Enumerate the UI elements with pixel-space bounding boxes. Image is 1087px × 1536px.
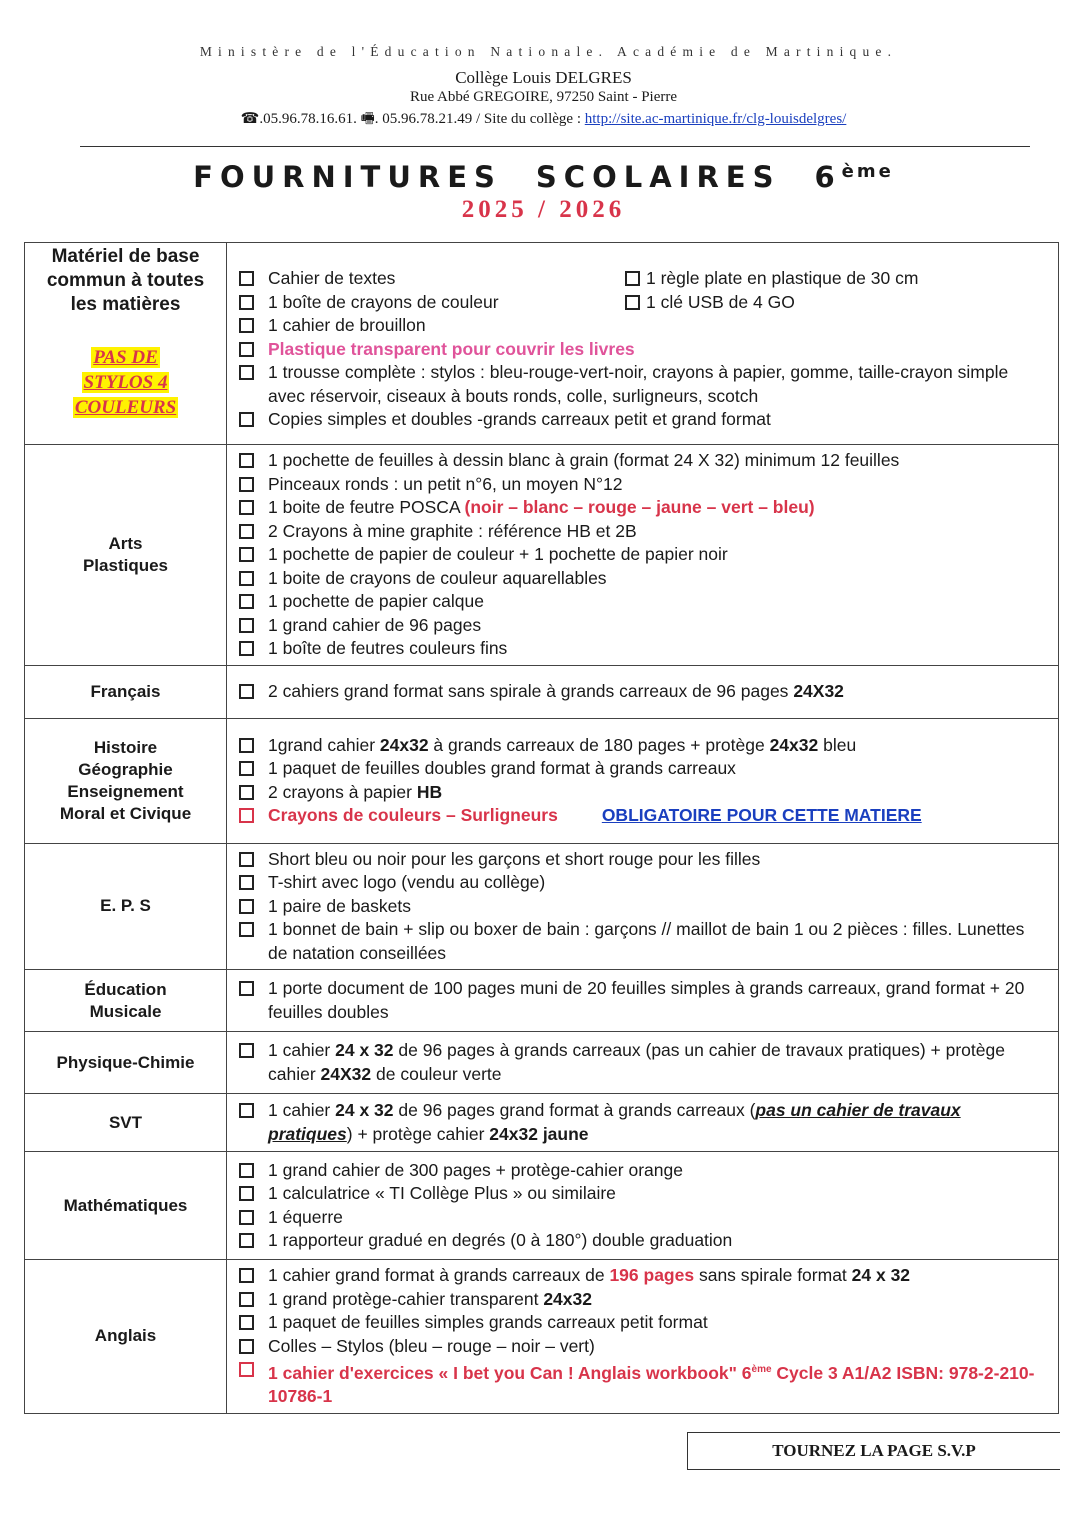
cover-plastic-item: Plastique transparent pour couvrir les livres xyxy=(268,338,635,359)
turn-page-notice: TOURNEZ LA PAGE S.V.P xyxy=(687,1432,1060,1470)
subject-eps: E. P. S xyxy=(25,843,227,970)
subject-musique: Éducation Musicale xyxy=(25,970,227,1032)
checkbox[interactable] xyxy=(239,295,254,310)
section-svt: SVT 1 cahier 24 x 32 de 96 pages grand format à grands carreaux (pas un cahier de travaux pratiques) + protège cahier 24x32 jaune xyxy=(25,1094,1059,1152)
section-arts: Arts Plastiques 1 pochette de feuilles à dessin blanc à grain (format 24 X 32) minimum 12 feuilles Pinceaux ronds : un petit n°6, un moyen N°12 1 boite de feutre POSCA (noir – blanc – rouge – jaune – vert – bleu) 2 Crayons à mine graphite : référence HB et 2B 1 pochette de papier de couleur + 1 pochette de papier noir 1 boite de crayons de couleur aquarellables 1 pochette de papier calque 1 grand cahier de 96 pages 1 boîte de feutres couleurs fins xyxy=(25,445,1059,666)
checkbox[interactable] xyxy=(239,1362,254,1377)
checkbox[interactable] xyxy=(239,1186,254,1201)
section-anglais: Anglais 1 cahier grand format à grands carreaux de 196 pages sans spirale format 24 x 32 1 grand protège-cahier transparent 24x32 1 paquet de feuilles simples grands carreaux petit format Colles – Stylos (bleu – rouge – noir – vert) 1 cahier d'exercices « I bet you Can ! Anglais workbook" 6ème Cycle 3 A1/A2 ISBN: 978-2-210-10786-1 xyxy=(25,1260,1059,1414)
fax-number: 🖷. 05.96.78.21.49 xyxy=(360,111,473,127)
title-part2: SCOLAIRES xyxy=(535,160,781,194)
college-name: Collège Louis DELGRES xyxy=(455,68,632,87)
checkbox[interactable] xyxy=(239,875,254,890)
checkbox[interactable] xyxy=(239,594,254,609)
section-musique: Éducation Musicale 1 porte document de 100 pages muni de 20 feuilles simples à grands carreaux, grand format + 20 feuilles doubles xyxy=(25,970,1059,1032)
checkbox[interactable] xyxy=(239,524,254,539)
checkbox[interactable] xyxy=(239,453,254,468)
checkbox[interactable] xyxy=(239,412,254,427)
grade-level: 6 xyxy=(814,160,842,194)
checkbox[interactable] xyxy=(239,785,254,800)
checkbox[interactable] xyxy=(239,1043,254,1058)
subject-francais: Français xyxy=(25,665,227,718)
checkbox[interactable] xyxy=(239,852,254,867)
subject-svt: SVT xyxy=(25,1094,227,1152)
checkbox[interactable] xyxy=(239,1233,254,1248)
checkbox[interactable] xyxy=(239,641,254,656)
checkbox[interactable] xyxy=(239,899,254,914)
checkbox[interactable] xyxy=(239,477,254,492)
workbook-item: 1 cahier d'exercices « I bet you Can ! Anglais workbook" 6ème Cycle 3 A1/A2 ISBN: 978-2-210-10786-1 xyxy=(268,1362,1035,1407)
checkbox[interactable] xyxy=(239,1339,254,1354)
checkbox[interactable] xyxy=(239,1163,254,1178)
college-address: Rue Abbé GREGOIRE, 97250 Saint - Pierre xyxy=(409,89,678,105)
section-base: Matériel de base commun à toutes les matières PAS DE STYLOS 4 COULEURS Cahier de textes 1 boîte de crayons de couleur 1 règle plate en plastique de 30 cm 1 clé USB de 4 GO 1 cahier de brouillon Plastique transparent pour couvrir les livres 1 trousse complète : stylos : bleu-rouge-vert-noir, crayons à papier, gomme, taille-crayon simple avec réservoir, ciseaux à bouts ronds, colle, surligneurs, scotch Copies simples et doubles -grands carreaux petit et grand format xyxy=(25,243,1059,445)
section-histoire-geo: Histoire Géographie Enseignement Moral et Civique 1grand cahier 24x32 à grands carreaux de 180 pages + protège 24x32 bleu 1 paquet de feuilles doubles grand format à grands carreaux 2 crayons à papier HB Crayons de couleurs – Surligneurs OBLIGATOIRE POUR CETTE MATIERE xyxy=(25,718,1059,843)
subject-base: Matériel de base commun à toutes les matières xyxy=(46,246,205,315)
section-francais: Français 2 cahiers grand format sans spirale à grands carreaux de 96 pages 24X32 xyxy=(25,665,1059,718)
checkbox[interactable] xyxy=(239,342,254,357)
checkbox[interactable] xyxy=(239,981,254,996)
checkbox[interactable] xyxy=(239,500,254,515)
contact-line xyxy=(0,108,1087,133)
checkbox[interactable] xyxy=(239,365,254,380)
checkbox[interactable] xyxy=(239,922,254,937)
posca-colors: (noir – blanc – rouge – jaune – vert – bleu) xyxy=(464,497,815,517)
college-website-link[interactable]: http://site.ac-martinique.fr/clg-louisdelgres/ xyxy=(584,111,847,127)
no-4-color-pens-warning: PAS DE STYLOS 4 COULEURS xyxy=(74,347,177,418)
subject-histoire-geo: Histoire Géographie Enseignement Moral et Civique xyxy=(25,718,227,843)
subject-physique-chimie: Physique-Chimie xyxy=(25,1032,227,1094)
mandatory-notice-link[interactable]: OBLIGATOIRE POUR CETTE MATIERE xyxy=(601,805,922,825)
section-eps: E. P. S Short bleu ou noir pour les garçons et short rouge pour les filles T-shirt avec logo (vendu au collège) 1 paire de baskets 1 bonnet de bain + slip ou boxer de bain : garçons // maillot de bain 1 ou 2 pièces : filles. Lunettes de natation conseillées xyxy=(25,843,1059,970)
checkbox[interactable] xyxy=(239,1268,254,1283)
checkbox[interactable] xyxy=(239,318,254,333)
checkbox[interactable] xyxy=(239,547,254,562)
checkbox[interactable] xyxy=(239,684,254,699)
section-maths: Mathématiques 1 grand cahier de 300 pages + protège-cahier orange 1 calculatrice « TI Collège Plus » ou similaire 1 équerre 1 rapporteur gradué en degrés (0 à 180°) double graduation xyxy=(25,1152,1059,1260)
subject-arts: Arts Plastiques xyxy=(82,533,169,575)
checkbox[interactable] xyxy=(625,271,640,286)
checkbox[interactable] xyxy=(239,571,254,586)
supplies-table xyxy=(24,242,1059,1414)
section-physique-chimie: Physique-Chimie 1 cahier 24 x 32 de 96 pages à grands carreaux (pas un cahier de travaux pratiques) + protège cahier 24X32 de couleur verte xyxy=(25,1032,1059,1094)
checkbox[interactable] xyxy=(239,1292,254,1307)
header-divider xyxy=(80,146,1030,147)
checkbox[interactable] xyxy=(239,1315,254,1330)
checkbox[interactable] xyxy=(239,761,254,776)
site-label: / Site du collège : xyxy=(472,111,585,127)
title-part1: FOURNITURES xyxy=(193,160,502,194)
checkbox[interactable] xyxy=(239,1103,254,1118)
checkbox[interactable] xyxy=(239,808,254,823)
phone-number: ☎.05.96.78.16.61. xyxy=(240,111,357,127)
page-title xyxy=(0,160,1087,194)
letterhead xyxy=(0,44,1087,133)
checkbox[interactable] xyxy=(239,1210,254,1225)
subject-maths: Mathématiques xyxy=(25,1152,227,1260)
grade-level-suffix: ème xyxy=(841,161,894,182)
checkbox[interactable] xyxy=(239,271,254,286)
subject-anglais: Anglais xyxy=(25,1260,227,1414)
school-year: 2025 / 2026 xyxy=(461,196,626,223)
checkbox[interactable] xyxy=(625,295,640,310)
checkbox[interactable] xyxy=(239,618,254,633)
ministry-line: Ministère de l'Éducation Nationale. Académie de Martinique. xyxy=(199,44,898,59)
checkbox[interactable] xyxy=(239,738,254,753)
